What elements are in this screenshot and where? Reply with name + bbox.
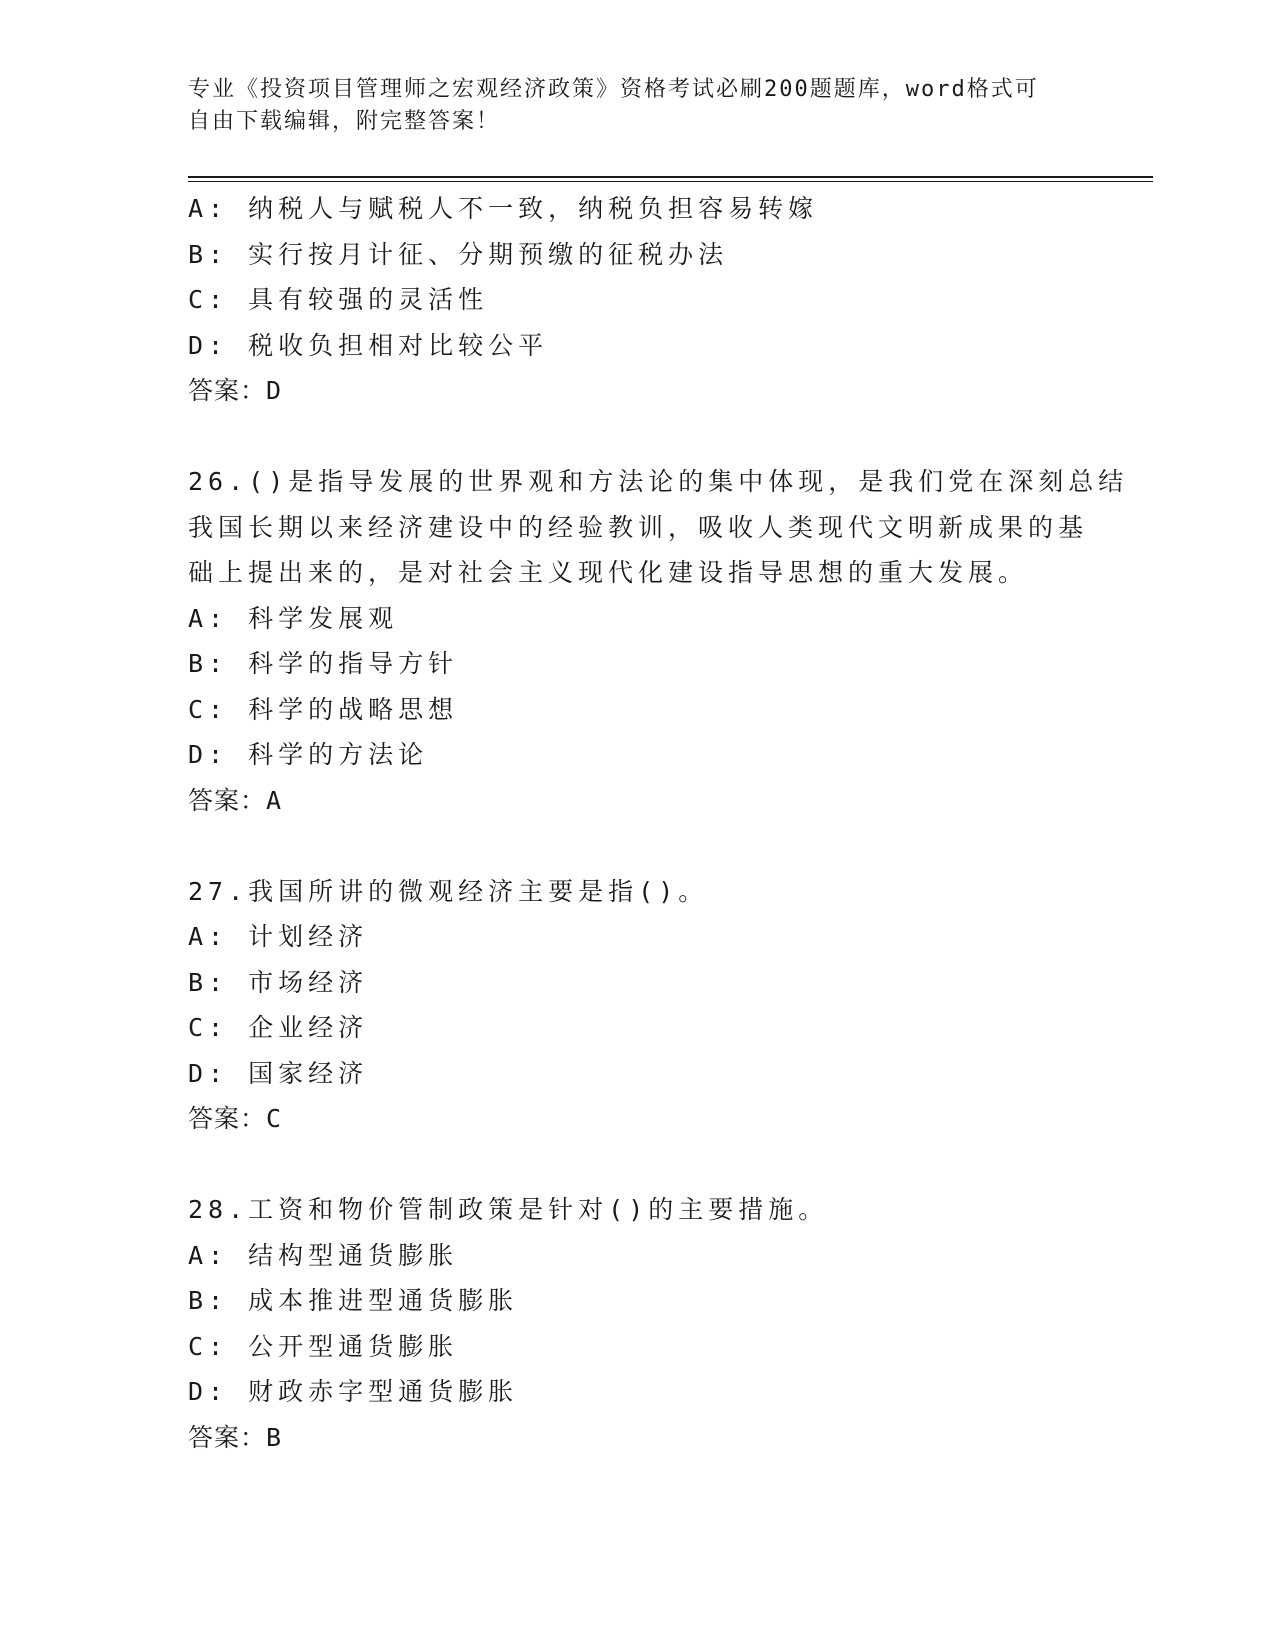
option-b: B: 市场经济 bbox=[188, 967, 369, 997]
option-b: B: 科学的指导方针 bbox=[188, 649, 459, 678]
answer-line: 答案：D bbox=[188, 376, 283, 405]
header-title-line-2: 自由下载编辑，附完整答案！ bbox=[188, 109, 501, 134]
option-c: C: 科学的战略思想 bbox=[188, 694, 459, 724]
question-28 bbox=[188, 1187, 1088, 1460]
spacer bbox=[188, 1142, 1088, 1188]
option-a: A: 结构型通货膨胀 bbox=[188, 1240, 459, 1270]
option-c: C: 企业经济 bbox=[188, 1013, 369, 1042]
option-d: D: 财政赤字型通货膨胀 bbox=[188, 1377, 519, 1406]
question-26 bbox=[188, 459, 1129, 823]
header-title-line-1: 专业《投资项目管理师之宏观经济政策》资格考试必刷200题题库，word格式可 bbox=[188, 77, 1039, 102]
answer-line: 答案：C bbox=[188, 1104, 283, 1133]
option-a: A: 科学发展观 bbox=[188, 603, 399, 633]
header-divider-thin bbox=[188, 181, 1153, 182]
question-25 bbox=[188, 186, 1088, 414]
option-c: C: 具有较强的灵活性 bbox=[188, 285, 489, 314]
spacer bbox=[188, 414, 1088, 460]
header-divider-thick bbox=[188, 176, 1153, 178]
answer-line: 答案：B bbox=[188, 1422, 283, 1452]
option-c: C: 公开型通货膨胀 bbox=[188, 1331, 459, 1361]
option-a: A: 计划经济 bbox=[188, 922, 369, 951]
question-list bbox=[188, 186, 1129, 1460]
document-header bbox=[188, 74, 1068, 138]
option-b: B: 实行按月计征、分期预缴的征税办法 bbox=[188, 239, 729, 269]
question-text-line-1: 26.()是指导发展的世界观和方法论的集中体现，是我们党在深刻总结 bbox=[188, 467, 1129, 496]
question-text-line-3: 础上提出来的，是对社会主义现代化建设指导思想的重大发展。 bbox=[188, 558, 1029, 587]
question-text-line-1: 27.我国所讲的微观经济主要是指()。 bbox=[188, 876, 709, 906]
question-text-line-1: 28.工资和物价管制政策是针对()的主要措施。 bbox=[188, 1195, 829, 1224]
option-b: B: 成本推进型通货膨胀 bbox=[188, 1286, 519, 1315]
question-27 bbox=[188, 869, 1088, 1142]
spacer bbox=[188, 823, 1088, 869]
option-d: D: 科学的方法论 bbox=[188, 740, 429, 769]
option-d: D: 国家经济 bbox=[188, 1058, 369, 1088]
question-text-line-2: 我国长期以来经济建设中的经验教训，吸收人类现代文明新成果的基 bbox=[188, 512, 1089, 542]
option-d: D: 税收负担相对比较公平 bbox=[188, 330, 549, 360]
option-a: A: 纳税人与赋税人不一致，纳税负担容易转嫁 bbox=[188, 194, 819, 223]
answer-line: 答案：A bbox=[188, 785, 283, 815]
